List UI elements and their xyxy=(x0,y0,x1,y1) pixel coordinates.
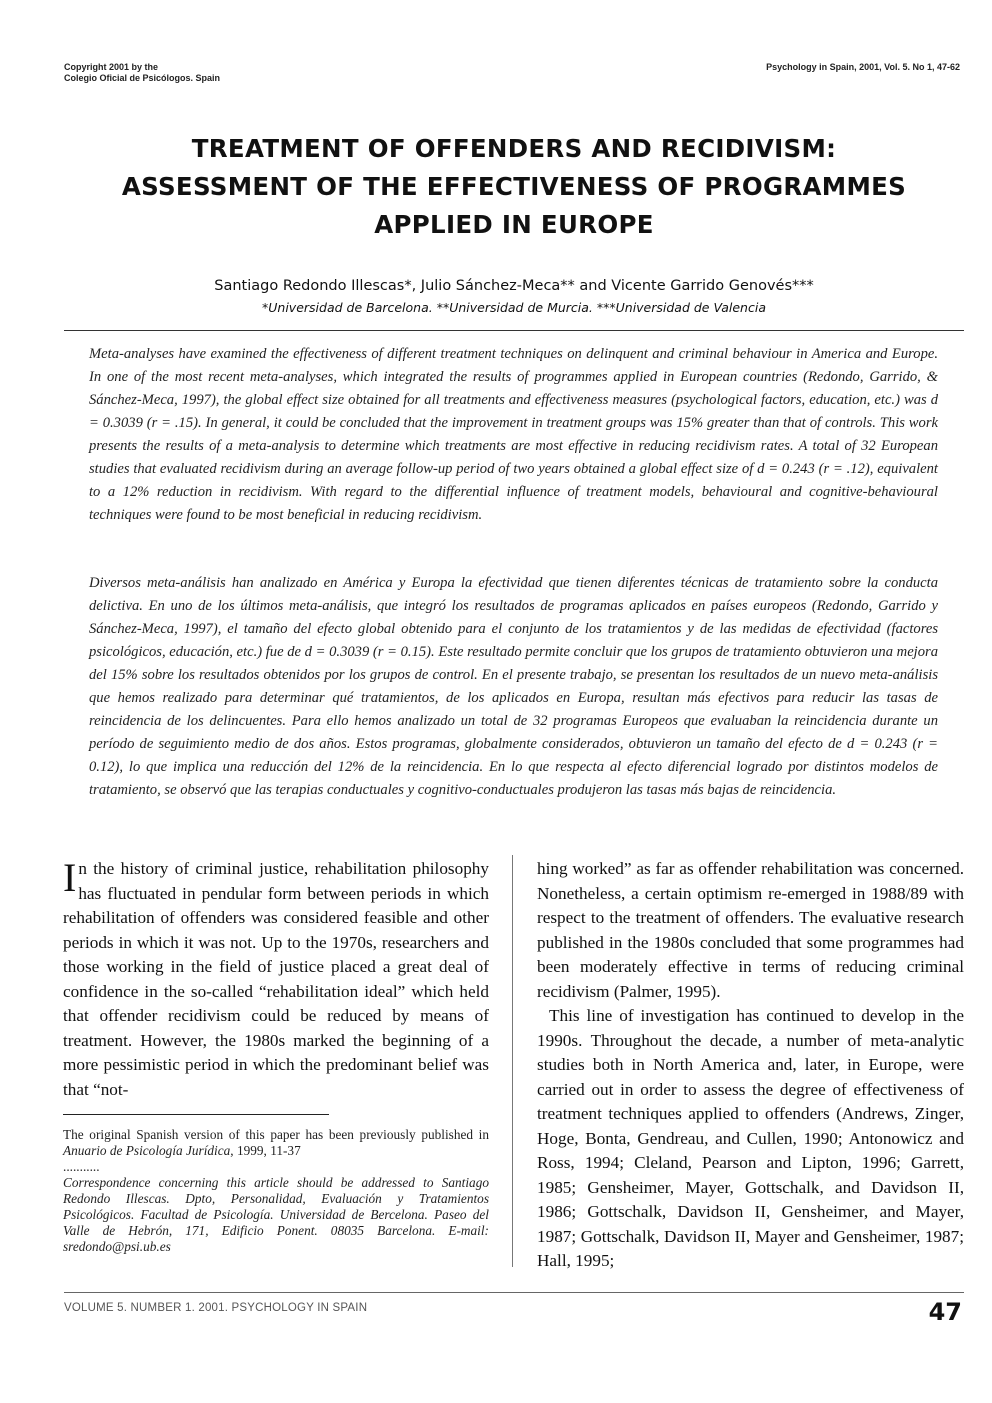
body-paragraph: This line of investigation has continued to develop in the 1990s. Throughout the decade, a number of meta-analytic studies both in North America and, later, in Europe, were carried out in order to assess the degree of effectiveness of treatment techniques applied to offenders (Andrews, Zinger, Hoge, Bonta, Gendreau, and Cullen, 1990; Antonowicz and Ross, 1994; Cleland, Pearson and Lipton, 1996; Garrett, 1985; Gensheimer, Mayer, Gottschalk, and Davidson II, 1986; Gottschalk, Davidson II, Gensheimer, and Mayer, 1987; Gottschalk, Davidson II, Mayer and Gensheimer, 1987; Hall, 1995; xyxy=(537,1006,964,1270)
footnote-divider xyxy=(63,1114,329,1115)
author-list: Santiago Redondo Illescas*, Julio Sánchez-Meca** and Vicente Garrido Genovés*** xyxy=(214,278,814,294)
title-line-1: TREATMENT OF OFFENDERS AND RECIDIVISM: xyxy=(191,134,837,163)
drop-cap: I xyxy=(63,855,77,900)
title-line-2: ASSESSMENT OF THE EFFECTIVENESS OF PROGRAMMES xyxy=(121,172,907,201)
copyright-line-2: Colegio Oficial de Psicólogos. Spain xyxy=(64,73,221,83)
page-number: 47 xyxy=(928,1298,962,1326)
footnote-separator: ........... xyxy=(63,1159,100,1174)
original-version-note xyxy=(63,1127,489,1159)
footnotes xyxy=(63,1127,489,1255)
abstract-english: Meta-analyses have examined the effectiveness of different treatment techniques on delinquent and criminal behaviour in America and Europe. In one of the most recent meta-analyses, which integrated the results of programmes applied in European countries (Redondo, Garrido, & Sánchez-Meca, 1997), the global effect size obtained for all treatments and effectiveness measures (psychological factors, education, etc.) was d = 0.3039 (r = .15). In general, it could be concluded that the improvement in treatment groups was 15% greater than that of controls. This work presents the results of a meta-analysis to determine which treatments are most effective in reducing recidivism rates. A total of 32 European studies that evaluated recidivism during an average follow-up period of two years obtained a global effect size of d = 0.243 (r = .12), equivalent to a 12% reduction in recidivism. With regard to the differential influence of treatment models, behavioural and cognitive-behavioural techniques were found to be most beneficial in reducing recidivism. xyxy=(89,346,938,523)
journal-reference: Psychology in Spain, 2001, Vol. 5. No 1, 47-62 xyxy=(766,62,960,72)
correspondence-note: Correspondence concerning this article should be addressed to Santiago Redondo Illescas. Dpto, Personalidad, Evaluación y Tratamientos Psicológicos. Facultad de Psicología. Universidad de Bercelona. Paseo del Valle de Hebrón, 171, Edificio Ponent. 08035 Barcelona. E-mail: sredondo@psi.ub.es xyxy=(63,1175,489,1254)
header-divider xyxy=(64,330,964,331)
author-affiliations: *Universidad de Barcelona. **Universidad de Murcia. ***Universidad de Valencia xyxy=(262,300,766,315)
column-divider xyxy=(512,855,513,1267)
intro-paragraph-text: n the history of criminal justice, rehabilitation philosophy has fluctuated in pendular form between periods in which rehabilitation of offenders was considered feasible and other periods in which it was not. Up to the 1970s, researchers and those working in the field of justice placed a great deal of confidence in the so-called “rehabilitation ideal” which held that offender recidivism could be reduced by means of treatment. However, the 1980s marked the beginning of a more pessimistic period in which the predominant belief was that “not- xyxy=(63,859,489,1099)
body-paragraph: hing worked” as far as offender rehabilitation was concerned. Nonetheless, a certain optimism re-emerged in 1988/89 with respect to the treatment of offenders. The evaluative research published in the 1980s concluded that some programmes had been moderately effective in terms of reducing criminal recidivism (Palmer, 1995). xyxy=(537,859,964,1001)
body-column-right xyxy=(537,857,964,1274)
note-suffix: , 1999, 11-37 xyxy=(230,1143,301,1158)
footer-divider xyxy=(64,1292,964,1293)
copyright-notice xyxy=(64,62,220,84)
body-column-left xyxy=(63,857,489,1102)
copyright-line-1: Copyright 2001 by the xyxy=(64,62,159,72)
running-footer: VOLUME 5. NUMBER 1. 2001. PSYCHOLOGY IN SPAIN xyxy=(64,1302,368,1314)
note-prefix: The original Spanish version of this paper has been previously published in xyxy=(63,1127,489,1142)
intro-paragraph xyxy=(63,857,489,1102)
note-journal-title: Anuario de Psicología Jurídica xyxy=(63,1143,231,1158)
abstract-spanish: Diversos meta-análisis han analizado en América y Europa la efectividad que tienen diferentes técnicas de tratamiento sobre la conducta delictiva. En uno de los últimos meta-análisis, que integró los resultados de programas aplicados en países europeos (Redondo, Garrido y Sánchez-Meca, 1997), el tamaño del efecto global obtenido para el conjunto de los tratamientos y de las medidas de efectividad (factores psicológicos, educación, etc.) fue de d = 0.3039 (r = 0.15). Este resultado permite concluir que los grupos de tratamiento obtuvieron una mejora del 15% sobre los resultados obtenidos por los grupos de control. En el presente trabajo, se presentan los resultados de un nuevo meta-análisis que hemos realizado para determinar qué tratamientos, de los aplicados en Europa, resultan más efectivos para reducir las tasas de reincidencia de los delincuentes. Para ello hemos analizado un total de 32 programas Europeos que evaluaban la reincidencia durante un período de seguimiento medio de dos años. Estos programas, globalmente considerados, obtuvieron un tamaño del efecto de d = 0.243 (r = 0.12), lo que implica una reducción del 12% de la reincidencia. En lo que respecta al efecto diferencial logrado por distintos modelos de tratamiento, se observó que las terapias conductuales y cognitivo-conductuales produjeron las tasas más bajas de reincidencia. xyxy=(89,575,938,798)
article-title xyxy=(64,130,964,244)
title-line-3: APPLIED IN EUROPE xyxy=(374,210,654,239)
